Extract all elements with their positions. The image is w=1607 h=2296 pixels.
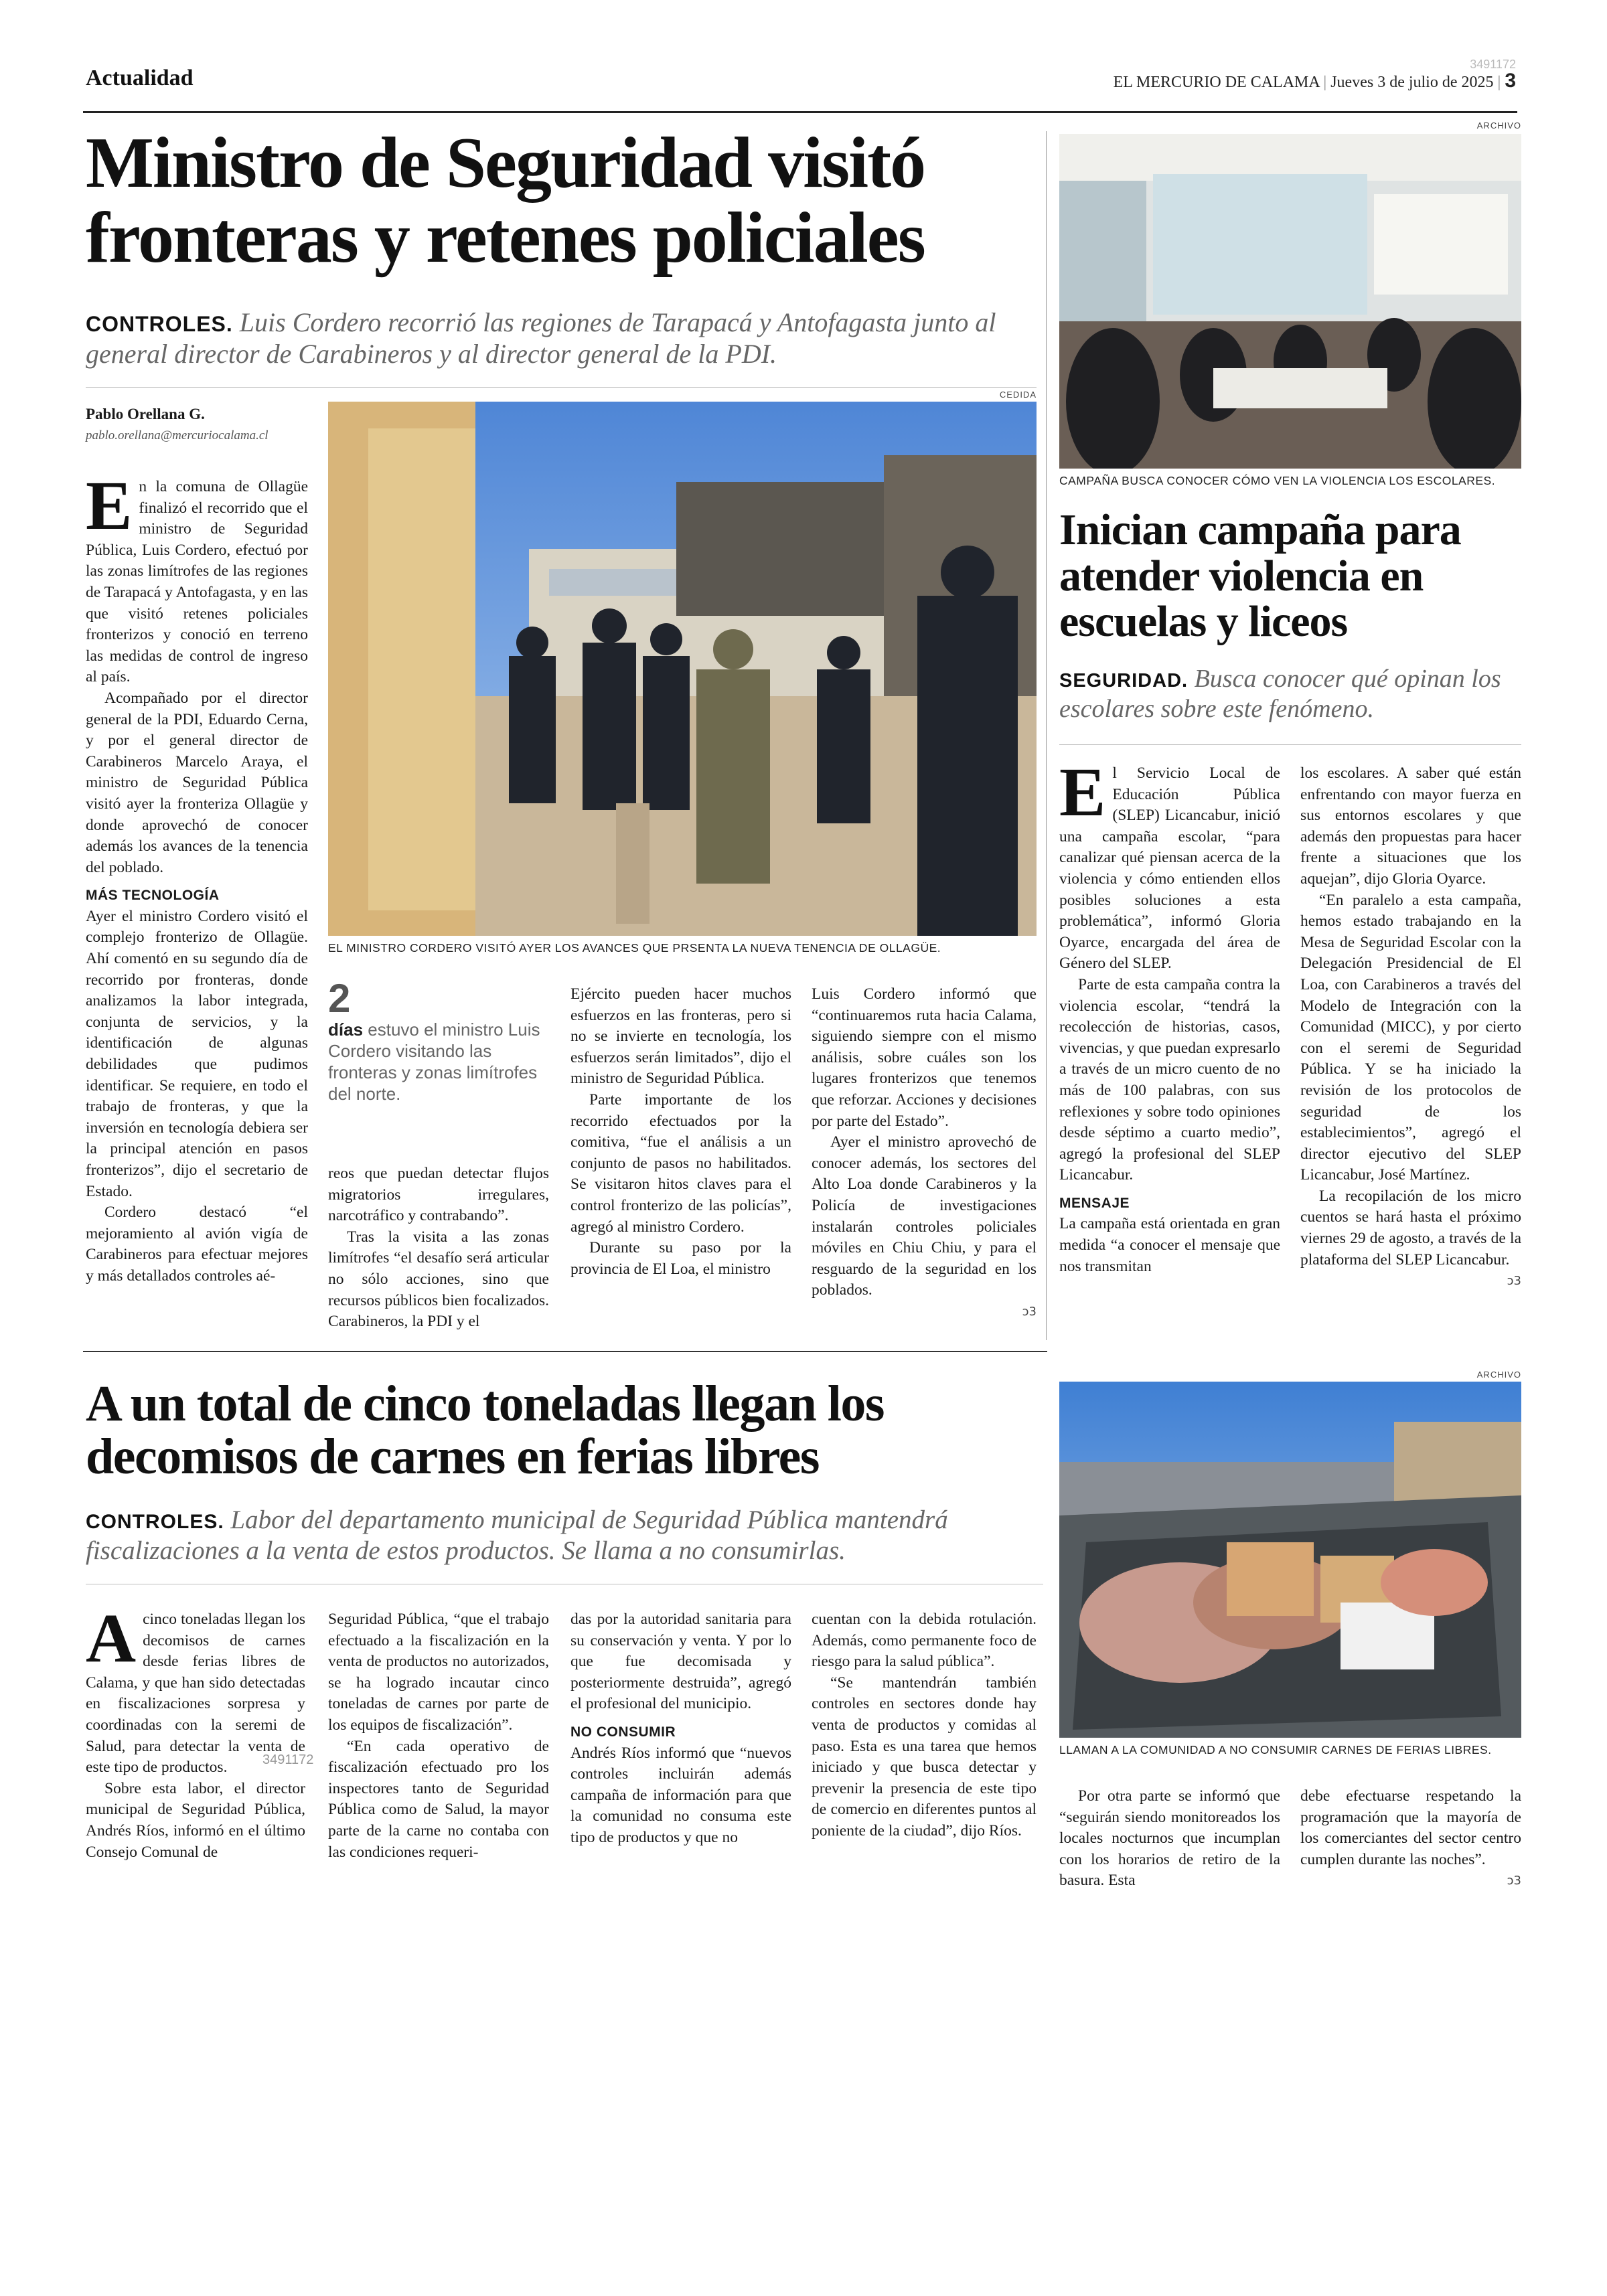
main-subhead-mas-tecnologia: MÁS TECNOLOGÍA (86, 888, 220, 904)
main-photo-caption: EL MINISTRO CORDERO VISITÓ AYER LOS AVANCES QUE PRSENTA LA NUEVA TENENCIA DE OLLAGÜE. (328, 941, 941, 955)
right-column-1 (1059, 754, 1280, 1277)
main-deck (86, 307, 1037, 370)
main-col4-p2: Ayer el ministro aprovechó de conocer además, los sectores del Alto Loa donde Carabineros y la Policía de investigaciones instalarán controles policiales móviles en Chiu Chiu, y para el resguardo de la seguridad en los poblados. (812, 1133, 1037, 1299)
right-photo-caption: CAMPAÑA BUSCA CONOCER CÓMO VEN LA VIOLENCIA LOS ESCOLARES. (1059, 474, 1496, 487)
bottom-column-1 (86, 1600, 305, 1863)
bottom-col2-p1: Seguridad Pública, “que el trabajo efectuado a la fiscalización en la venta de productos no autorizados, se ha logrado incautar cinco toneladas de carnes por parte de los equipos de fiscalización”. (328, 1611, 549, 1734)
right-column-2 (1300, 763, 1521, 1292)
bottom-col3-p1: das por la autoridad sanitaria para su conservación y venta. Y por lo que fue decomisada y posteriormente destruida”, agregó el profesional del municipio. (570, 1611, 791, 1713)
main-dropcap: E (86, 467, 133, 544)
archive-stamp-inline: 3491172 (262, 1752, 314, 1767)
newspaper-name: EL MERCURIO DE CALAMA (1113, 74, 1320, 91)
byline-email: pablo.orellana@mercuriocalama.cl (86, 428, 269, 442)
main-deck-text: Luis Cordero recorrió las regiones de Tarapacá y Antofagasta junto al general director de Carabineros y al director general de la PDI. (86, 307, 996, 370)
right-col1-p1: l Servicio Local de Educación Pública (SLEP) Licancabur, inició una campaña escolar, “para canalizar qué piensan acerca de la violencia y cómo entienden ellos posibles soluciones a esta problemática”, informó Gloria Oyarce, encargada del área de Género del SLEP. (1059, 764, 1280, 973)
column-separator (1046, 131, 1047, 1340)
bottom-column-5 (1059, 1786, 1280, 1892)
bottom-subhead-no-consumir: NO CONSUMIR (570, 1724, 676, 1740)
right-end-mark-icon: ↄ3 (1507, 1274, 1521, 1289)
bottom-deck-keyword: CONTROLES. (86, 1511, 224, 1533)
bottom-column-6 (1300, 1786, 1521, 1892)
main-col1-p2: Acompañado por el director general de la PDI, Eduardo Cerna, y por el general director de Carabineros Marcelo Araya, el ministro de Seguridad Pública visitó ayer la fronteriza Ollagüe y donde aprovechó de conocer además los avances de la tenencia del poblado. (86, 689, 308, 876)
right-photo-classroom (1059, 134, 1521, 469)
right-deck-keyword: SEGURIDAD. (1059, 670, 1189, 691)
stat-box (328, 976, 549, 1104)
main-col2-p1: reos que puedan detectar flujos migratorios irregulares, narcotráfico y contrabando”. (328, 1165, 549, 1225)
stat-unit: días (328, 1019, 364, 1040)
right-col1-p2: Parte de esta campaña contra la violencia escolar, “tendrá la recolección de historias, casos, vivencias, y que puedan expresarlo a través de un micro cuento de no más de 100 palabras, con sus reflexiones y sobre todo opiniones desde séptimo a cuarto medio”, agregó la profesional del SLEP Licancabur. (1059, 975, 1280, 1184)
bottom-photo-seized-meat (1059, 1382, 1521, 1738)
main-col3-p1: Ejército pueden hacer muchos esfuerzos en las fronteras, pero si no se invierte en tecnología, los esfuerzos serán limitados”, dijo el ministro de Seguridad Pública. (570, 985, 791, 1088)
bottom-col4-p2: “Se mantendrán también controles en sectores donde hay venta de productos y comidas al paso. Esta es una tarea que hemos iniciado y que busca detectar y prevenir la presencia de este tipo de comercio en diferentes puntos al poniente de la ciudad”, dijo Ríos. (812, 1673, 1037, 1839)
bottom-headline: A un total de cinco toneladas llegan los decomisos de carnes en ferias libres (86, 1376, 884, 1485)
main-col1-p1: n la comuna de Ollagüe finalizó el recorrido que el ministro de Seguridad Pública, Luis Cordero, efectuó por las zonas limítrofes de las regiones de Tarapacá y Antofagasta, y en las que visitó retenes policiales fronterizos y conoció en terreno las medidas de control de ingreso al país. (86, 478, 308, 686)
byline-name: Pablo Orellana G. (86, 406, 205, 422)
bottom-column-4 (812, 1609, 1037, 1842)
bottom-photo-caption: LLAMAN A LA COMUNIDAD A NO CONSUMIR CARNES DE FERIAS LIBRES. (1059, 1743, 1492, 1756)
bottom-col3-p2: Andrés Ríos informó que “nuevos controles incluirán además campaña de información para que la comunidad no consuma este tipo de productos y que no (570, 1744, 791, 1846)
bottom-col1-p1: cinco toneladas llegan los decomisos de carnes desde ferias libres de Calama, y que han sido detectadas en fiscalizaciones sorpresa y coordinadas con la seremi de Salud, para detectar la venta de este tipo de productos. (86, 1611, 305, 1777)
main-photo-ministers-walking (328, 402, 1037, 936)
bottom-end-mark-icon: ↄ3 (1507, 1874, 1521, 1888)
right-deck (1059, 664, 1521, 724)
main-column-2 (328, 1163, 549, 1333)
right-dropcap: E (1059, 754, 1106, 831)
right-col2-p2: “En paralelo a esta campaña, hemos estado trabajando en la Mesa de Seguridad Escolar con la Delegación Presidencial de El Loa, con Carabineros a través del Modelo de Integración con la Comunidad (MICC), y por cierto con el seremi de Seguridad Pública. Y se ha iniciado la revisión de los protocolos de seguridad de los establecimientos”, agregó el director ejecutivo del SLEP Licancabur, José Martínez. (1300, 891, 1521, 1184)
bottom-deck (86, 1505, 1043, 1566)
right-deck-text: Busca conocer qué opinan los escolares sobre este fenómeno. (1059, 665, 1501, 723)
main-col3-p3: Durante su paso por la provincia de El Loa, el ministro (570, 1239, 791, 1278)
right-col1-p3: La campaña está orientada en gran medida “a conocer el mensaje que nos transmitan (1059, 1215, 1280, 1275)
header-rule (83, 111, 1517, 113)
right-photo-credit: ARCHIVO (1476, 120, 1521, 131)
right-col2-p3: La recopilación de los micro cuentos se hará hasta el próximo viernes 29 de agosto, a través de la plataforma del SLEP Licancabur. (1300, 1187, 1521, 1268)
main-column-4 (812, 984, 1037, 1323)
bottom-col1-p2: Sobre esta labor, el director municipal de Seguridad Pública, Andrés Ríos, informó en el último Consejo Comunal de (86, 1779, 305, 1861)
main-column-1 (86, 467, 308, 1287)
stat-number: 2 (328, 976, 351, 1021)
right-headline: Inician campaña para atender violencia en escuelas y liceos (1059, 505, 1461, 647)
bottom-column-3 (570, 1609, 791, 1849)
stat-text: estuvo el ministro Luis Cordero visitando las fronteras y zonas limítrofes del norte. (328, 1019, 540, 1104)
main-headline: Ministro de Seguridad visitó fronteras y retenes policiales (86, 123, 925, 278)
bottom-col6-p1: debe efectuarse respetando la programación que la mayoría de los comerciantes del sector centro cumplen durante las noches”. (1300, 1787, 1521, 1868)
bottom-dropcap: A (86, 1600, 137, 1677)
bottom-photo-credit: ARCHIVO (1476, 1370, 1521, 1380)
bottom-deck-text: Labor del departamento municipal de Seguridad Pública mantendrá fiscalizaciones a la venta de estos productos. Se llama a no consumirlas. (86, 1505, 948, 1566)
main-col1-p3: Ayer el ministro Cordero visitó el complejo fronterizo de Ollagüe. Ahí comentó en su segundo día de recorrido por fronteras, donde analizamos la labor integrada, conjunta de servicios, y la identificación de algunas debilidades que pudimos identificar. Se requiere, en todo el trabajo de fronteras, y que la inversión en tecnología debiera ser la principal atención en pasos fronterizos”, dijo el secretario de Estado. (86, 907, 308, 1200)
page-number: 3 (1505, 70, 1516, 92)
bottom-column-2 (328, 1609, 549, 1863)
main-deck-rule (86, 387, 1037, 388)
bottom-col2-p2: “En cada operativo de fiscalización efectuado pro los inspectores tanto de Seguridad Pública como de Salud, la mayor parte de la carne no contaba con las condiciones requeri- (328, 1737, 549, 1861)
right-subhead-mensaje: MENSAJE (1059, 1195, 1130, 1211)
right-col2-p1: los escolares. A saber qué están enfrentando con mayor fuerza en sus entornos escolares y que además den propuestas para hacer frente a situaciones que los aquejan”, dijo Gloria Oyarce. (1300, 764, 1521, 888)
archive-stamp: 3491172 (1470, 58, 1516, 71)
main-column-3 (570, 984, 791, 1280)
bottom-col4-p1: cuentan con la debida rotulación. Además, como permanente foco de riesgo para la salud pública”. (812, 1611, 1037, 1671)
main-deck-keyword: CONTROLES. (86, 312, 233, 336)
main-col1-p4: Cordero destacó “el mejoramiento al avión vigía de Carabineros para efectuar mejores y más detallados controles aé- (86, 1204, 308, 1285)
right-deck-rule (1059, 744, 1521, 745)
bottom-col5-p1: Por otra parte se informó que “seguirán siendo monitoreados los locales nocturnos que incumplan con los horarios de retiro de la basura. Esta (1059, 1787, 1280, 1890)
main-end-mark-icon: ↄ3 (1022, 1304, 1037, 1319)
main-col4-p1: Luis Cordero informó que “continuaremos ruta hacia Calama, siguiendo siempre con el mismo análisis, sobre cuáles son los lugares fronterizos que tenemos que reforzar. Acciones y decisiones por parte del Estado”. (812, 985, 1037, 1130)
issue-date: Jueves 3 de julio de 2025 (1330, 74, 1494, 91)
bottom-article-rule (83, 1351, 1047, 1352)
page-folio: EL MERCURIO DE CALAMA | Jueves 3 de julio de 2025 | 3 (1113, 70, 1516, 92)
main-col2-p2: Tras la visita a las zonas limítrofes “el desafío será articular no sólo acciones, sino que recursos públicos bien focalizados. Carabineros, la PDI y el (328, 1228, 549, 1331)
main-col3-p2: Parte importante de los recorrido efectuados por la comitiva, “fue el análisis a un conjunto de pasos no habilitados. Se visitaron hitos claves para el control fronterizo de las policías”, agregó al ministro Cordero. (570, 1090, 791, 1236)
section-label: Actualidad (86, 66, 194, 90)
main-photo-credit: CEDIDA (999, 390, 1037, 400)
